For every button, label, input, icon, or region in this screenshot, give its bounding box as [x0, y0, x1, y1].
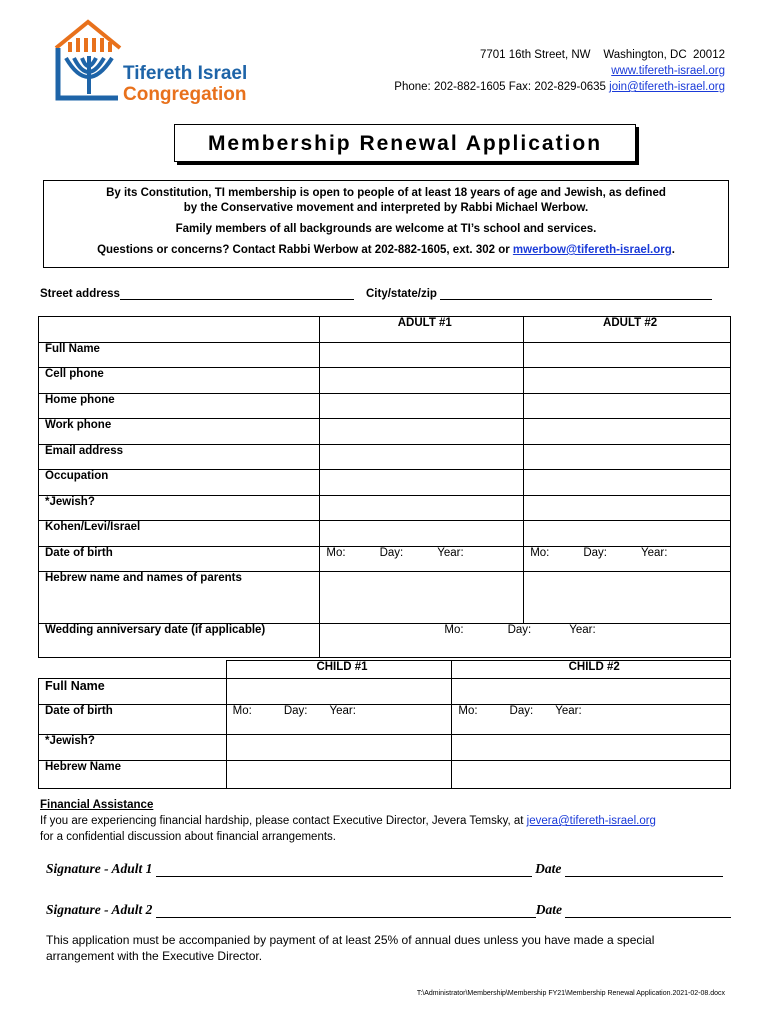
- row-label: Cell phone: [39, 368, 320, 394]
- adult1-work[interactable]: [320, 419, 524, 445]
- intro-line2: by the Conservative movement and interpreted by Rabbi Michael Werbow.: [183, 202, 589, 214]
- day-label: Day:: [583, 547, 608, 559]
- contact-block: [394, 47, 725, 95]
- adult2-occupation[interactable]: [524, 470, 731, 496]
- signature-adult1-field[interactable]: [46, 861, 723, 877]
- adult2-header: ADULT #2: [524, 317, 731, 343]
- mo-label: Mo:: [326, 547, 346, 559]
- intro-line1: By its Constitution, TI membership is open to people of at least 18 years of age and Jewish, as defined: [106, 187, 666, 199]
- child1-header: CHILD #1: [226, 661, 452, 679]
- financial-heading: Financial Assistance: [40, 799, 154, 811]
- row-label: Hebrew name and names of parents: [39, 572, 320, 624]
- day-label: Day:: [379, 547, 404, 559]
- page-title: Membership Renewal Application: [174, 124, 636, 162]
- adult1-cell[interactable]: [320, 368, 524, 394]
- day-label: Day:: [509, 705, 534, 717]
- child1-dob[interactable]: [226, 705, 452, 735]
- join-email-link[interactable]: join@tifereth-israel.org: [609, 81, 725, 93]
- website-link[interactable]: www.tifereth-israel.org: [611, 65, 725, 77]
- signature-adult1-label: Signature - Adult 1: [46, 861, 153, 876]
- adult1-occupation[interactable]: [320, 470, 524, 496]
- street-address-field[interactable]: [40, 288, 354, 300]
- signature-adult2-label: Signature - Adult 2: [46, 902, 153, 917]
- child-table: [38, 660, 731, 789]
- org-name-line1: Tifereth Israel: [123, 63, 248, 84]
- payment-note: This application must be accompanied by payment of at least 25% of annual dues unless you have made a special arrangement with the Executive Director.: [46, 933, 655, 963]
- wedding-date[interactable]: [320, 624, 731, 658]
- row-label: Email address: [39, 445, 320, 470]
- row-label: *Jewish?: [39, 496, 320, 521]
- adult1-full-name[interactable]: [320, 343, 524, 368]
- street-address-label: Street address: [40, 288, 120, 300]
- signature-adult2-field[interactable]: [46, 902, 731, 918]
- adult1-hebrew-name[interactable]: [320, 572, 524, 624]
- child2-header: CHILD #2: [452, 661, 731, 679]
- child2-dob[interactable]: [452, 705, 731, 735]
- adult2-hebrew-name[interactable]: [524, 572, 731, 624]
- adult1-header: ADULT #1: [320, 317, 524, 343]
- adult-table: [38, 316, 731, 658]
- intro-line3: Family members of all backgrounds are welcome at TI’s school and services.: [175, 223, 597, 235]
- adult1-email[interactable]: [320, 445, 524, 470]
- child2-jewish[interactable]: [452, 735, 731, 761]
- footer-file-path: T:\Administrator\Membership\Membership FY21\Membership Renewal Application.2021-02-08.docx: [416, 990, 725, 997]
- adult2-dob[interactable]: [524, 547, 731, 572]
- financial-text: If you are experiencing financial hardship, please contact Executive Director, Jevera Temsky, at: [40, 815, 527, 827]
- intro-line4: Questions or concerns? Contact Rabbi Werbow at 202-882-1605, ext. 302 or: [97, 244, 513, 256]
- row-label: *Jewish?: [39, 735, 227, 761]
- row-label: Date of birth: [39, 705, 227, 735]
- financial-assistance-section: [40, 797, 740, 845]
- adult2-home[interactable]: [524, 394, 731, 419]
- adult2-jewish[interactable]: [524, 496, 731, 521]
- child1-jewish[interactable]: [226, 735, 452, 761]
- intro-box: [43, 180, 729, 268]
- row-label: Full Name: [39, 679, 227, 705]
- org-name-line2: Congregation: [123, 84, 247, 105]
- row-label: Wedding anniversary date (if applicable): [39, 624, 320, 658]
- street-address-line: 7701 16th Street, NW Washington, DC 20012: [479, 49, 725, 61]
- day-label: Day:: [283, 705, 308, 717]
- adult2-full-name[interactable]: [524, 343, 731, 368]
- mo-label: Mo:: [444, 624, 464, 636]
- row-label: Full Name: [39, 343, 320, 368]
- intro-period: .: [671, 244, 675, 256]
- row-label: Hebrew Name: [39, 761, 227, 789]
- year-label: Year:: [437, 547, 464, 559]
- date-label: Date: [535, 902, 563, 917]
- year-label: Year:: [641, 547, 668, 559]
- mo-label: Mo:: [530, 547, 550, 559]
- year-label: Year:: [569, 624, 596, 636]
- child2-hebrew-name[interactable]: [452, 761, 731, 789]
- mo-label: Mo:: [232, 705, 252, 717]
- row-label: Work phone: [39, 419, 320, 445]
- year-label: Year:: [555, 705, 582, 717]
- city-state-zip-field[interactable]: [366, 288, 712, 300]
- child2-full-name[interactable]: [452, 679, 731, 705]
- director-email-link[interactable]: jevera@tifereth-israel.org: [526, 815, 656, 827]
- adult1-jewish[interactable]: [320, 496, 524, 521]
- adult2-kohen[interactable]: [524, 521, 731, 547]
- adult1-kohen[interactable]: [320, 521, 524, 547]
- adult2-email[interactable]: [524, 445, 731, 470]
- city-state-zip-label: City/state/zip: [366, 288, 437, 300]
- financial-text2: for a confidential discussion about financial arrangements.: [40, 831, 336, 843]
- row-label: Kohen/Levi/Israel: [39, 521, 320, 547]
- mo-label: Mo:: [458, 705, 478, 717]
- row-label: Occupation: [39, 470, 320, 496]
- row-label: Date of birth: [39, 547, 320, 572]
- child1-hebrew-name[interactable]: [226, 761, 452, 789]
- adult2-work[interactable]: [524, 419, 731, 445]
- phone-fax: Phone: 202-882-1605 Fax: 202-829-0635: [394, 81, 606, 93]
- adult2-cell[interactable]: [524, 368, 731, 394]
- adult1-home[interactable]: [320, 394, 524, 419]
- row-label: Home phone: [39, 394, 320, 419]
- date-label: Date: [535, 861, 562, 876]
- rabbi-email-link[interactable]: mwerbow@tifereth-israel.org: [512, 244, 672, 256]
- day-label: Day:: [507, 624, 532, 636]
- child1-full-name[interactable]: [226, 679, 452, 705]
- year-label: Year:: [329, 705, 356, 717]
- adult1-dob[interactable]: [320, 547, 524, 572]
